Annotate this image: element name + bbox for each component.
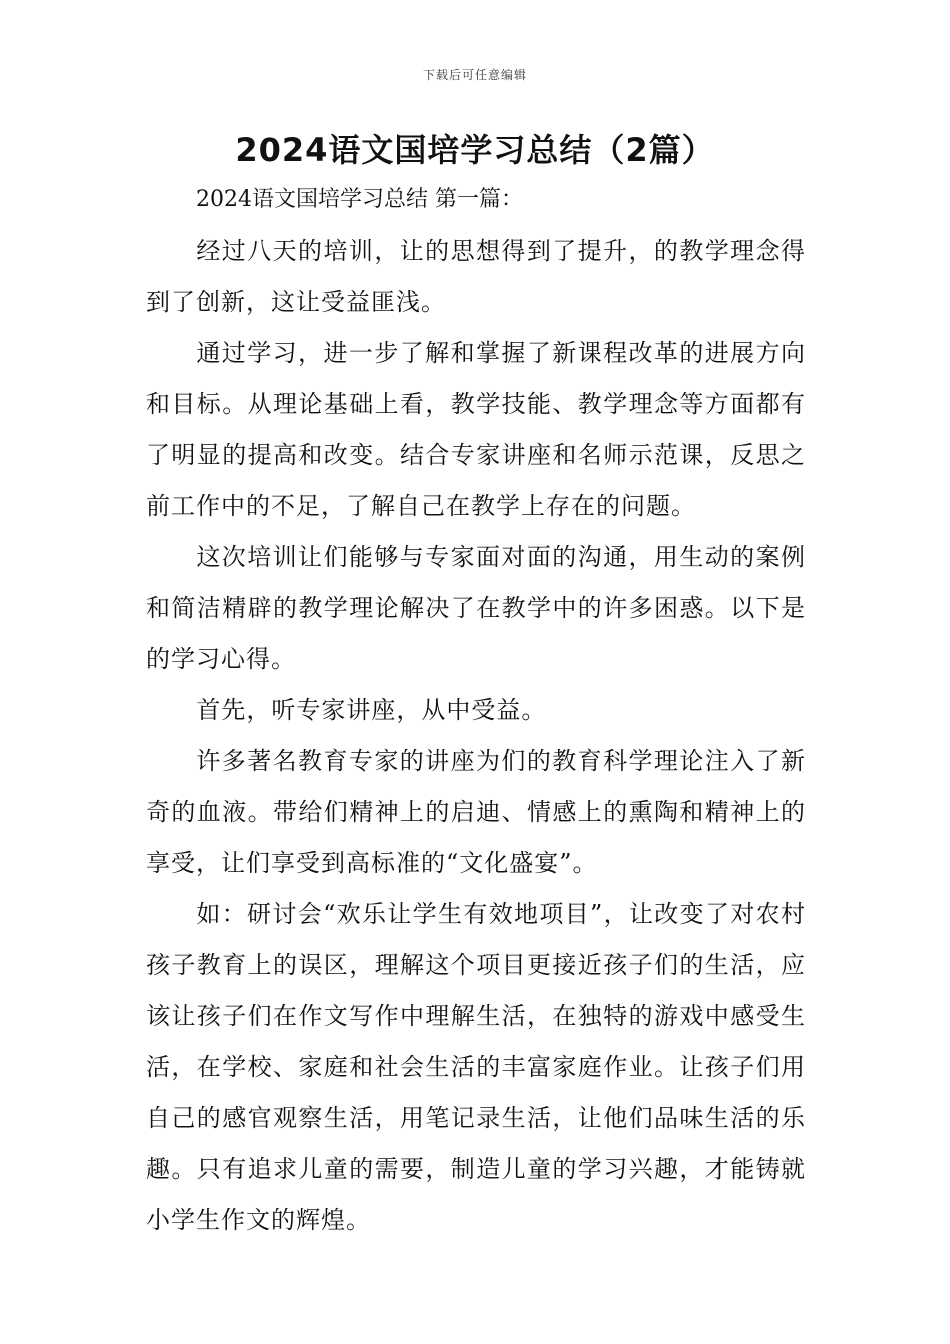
paragraph: 经过八天的培训，让的思想得到了提升，的教学理念得到了创新，这让受益匪浅。	[146, 237, 806, 316]
paragraph: 通过学习，进一步了解和掌握了新课程改革的进展方向和目标。从理论基础上看，教学技能、教学理念等方面都有了明显的提高和改变。结合专家讲座和名师示范课，反思之前工作中的不足，了解自己在教学上存在的问题。	[146, 339, 806, 520]
paragraph: 首先，听专家讲座，从中受益。	[196, 696, 547, 724]
paragraph: 这次培训让们能够与专家面对面的沟通，用生动的案例和简洁精辟的教学理论解决了在教学中的许多困惑。以下是的学习心得。	[146, 543, 806, 673]
section-subtitle: 2024语文国培学习总结 第一篇：	[196, 187, 523, 212]
document-body	[146, 226, 806, 1246]
header-note: 下载后可任意编辑	[422, 68, 527, 82]
paragraph: 许多著名教育专家的讲座为们的教育科学理论注入了新奇的血液。带给们精神上的启迪、情感上的熏陶和精神上的享受，让们享受到高标准的“文化盛宴”。	[146, 747, 806, 877]
paragraph: 如：研讨会“欢乐让学生有效地项目”，让改变了对农村孩子教育上的误区，理解这个项目更接近孩子们的生活，应该让孩子们在作文写作中理解生活，在独特的游戏中感受生活，在学校、家庭和社会生活的丰富家庭作业。让孩子们用自己的感官观察生活，用笔记录生活，让他们品味生活的乐趣。只有追求儿童的需要，制造儿童的学习兴趣，才能铸就小学生作文的辉煌。	[146, 900, 806, 1234]
document-title: 2024语文国培学习总结（2篇）	[235, 131, 715, 169]
